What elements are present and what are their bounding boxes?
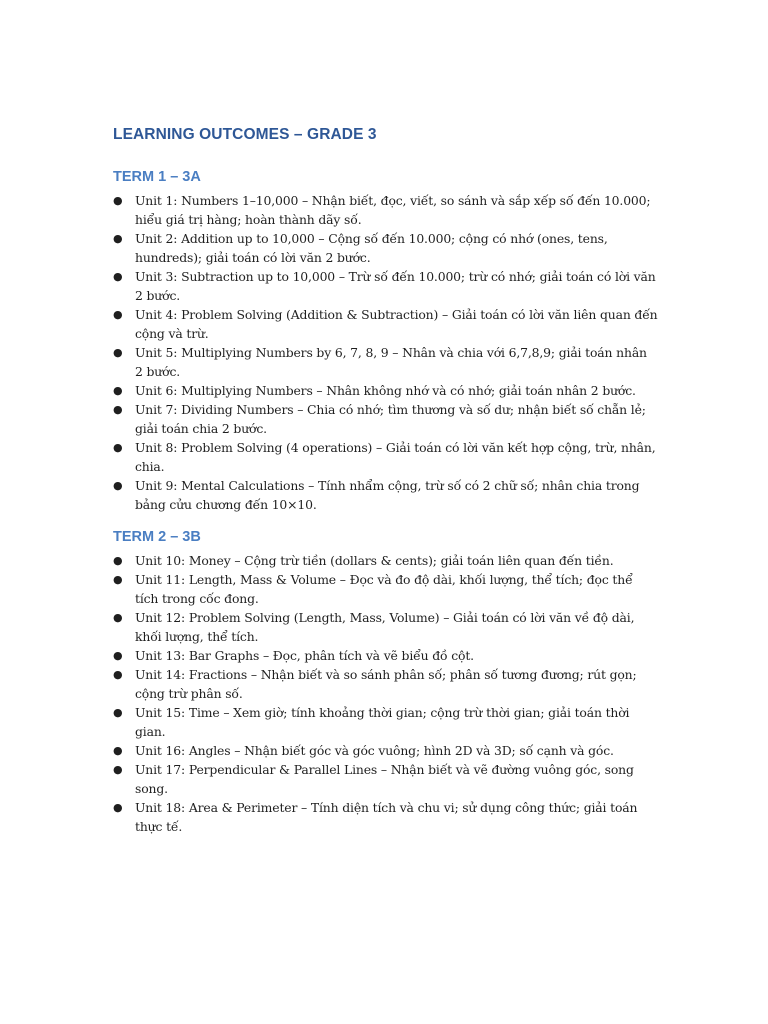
unit-text: Unit 18: Area & Perimeter – Tính diện tích và chu vi; sử dụng công thức; giải toán thực tế. — [135, 800, 638, 834]
bullet-icon: ● — [113, 403, 123, 416]
list-item — [113, 608, 658, 646]
bullet-icon: ● — [113, 384, 123, 397]
list-item — [113, 343, 658, 381]
bullet-icon: ● — [113, 270, 123, 283]
unit-text: Unit 2: Addition up to 10,000 – Cộng số đến 10.000; cộng có nhớ (ones, tens, hundreds); giải toán có lời văn 2 bước. — [135, 231, 608, 265]
bullet-icon: ● — [113, 668, 123, 681]
list-item — [113, 381, 658, 400]
list-item — [113, 646, 658, 665]
bullet-icon: ● — [113, 554, 123, 567]
list-item — [113, 798, 658, 836]
unit-text: Unit 7: Dividing Numbers – Chia có nhớ; tìm thương và số dư; nhận biết số chẵn lẻ; giải toán chia 2 bước. — [135, 402, 646, 436]
bullet-icon: ● — [113, 479, 123, 492]
term-1-section — [113, 167, 658, 514]
term-2-section — [113, 527, 658, 836]
list-item — [113, 438, 658, 476]
unit-text: Unit 5: Multiplying Numbers by 6, 7, 8, 9 – Nhân và chia với 6,7,8,9; giải toán nhân 2 bước. — [135, 345, 647, 379]
list-item — [113, 305, 658, 343]
unit-text: Unit 16: Angles – Nhận biết góc và góc vuông; hình 2D và 3D; số cạnh và góc. — [135, 743, 614, 758]
unit-text: Unit 13: Bar Graphs – Đọc, phân tích và vẽ biểu đồ cột. — [135, 648, 474, 663]
list-item — [113, 703, 658, 741]
list-item — [113, 191, 658, 229]
bullet-icon: ● — [113, 232, 123, 245]
bullet-icon: ● — [113, 744, 123, 757]
unit-text: Unit 9: Mental Calculations – Tính nhẩm cộng, trừ số có 2 chữ số; nhân chia trong bảng cửu chương đến 10×10. — [135, 478, 640, 512]
list-item — [113, 741, 658, 760]
unit-text: Unit 3: Subtraction up to 10,000 – Trừ số đến 10.000; trừ có nhớ; giải toán có lời văn 2 bước. — [135, 269, 656, 303]
unit-text: Unit 1: Numbers 1–10,000 – Nhận biết, đọc, viết, so sánh và sắp xếp số đến 10.000; hiểu giá trị hàng; hoàn thành dãy số. — [135, 193, 651, 227]
list-item — [113, 476, 658, 514]
unit-text: Unit 8: Problem Solving (4 operations) – Giải toán có lời văn kết hợp cộng, trừ, nhân, chia. — [135, 440, 656, 474]
bullet-icon: ● — [113, 801, 123, 814]
unit-text: Unit 6: Multiplying Numbers – Nhân không nhớ và có nhớ; giải toán nhân 2 bước. — [135, 383, 636, 398]
bullet-icon: ● — [113, 308, 123, 321]
unit-text: Unit 15: Time – Xem giờ; tính khoảng thời gian; cộng trừ thời gian; giải toán thời gian. — [135, 705, 630, 739]
list-item — [113, 267, 658, 305]
list-item — [113, 229, 658, 267]
unit-text: Unit 10: Money – Cộng trừ tiền (dollars & cents); giải toán liên quan đến tiền. — [135, 553, 614, 568]
list-item — [113, 665, 658, 703]
term-2-unit-list — [113, 551, 658, 836]
bullet-icon: ● — [113, 573, 123, 586]
document-content — [113, 124, 658, 849]
bullet-icon: ● — [113, 441, 123, 454]
list-item — [113, 570, 658, 608]
list-item — [113, 400, 658, 438]
list-item — [113, 760, 658, 798]
unit-text: Unit 12: Problem Solving (Length, Mass, Volume) – Giải toán có lời văn về độ dài, khối lượng, thể tích. — [135, 610, 635, 644]
bullet-icon: ● — [113, 346, 123, 359]
unit-text: Unit 17: Perpendicular & Parallel Lines – Nhận biết và vẽ đường vuông góc, song song. — [135, 762, 634, 796]
bullet-icon: ● — [113, 194, 123, 207]
term-1-unit-list — [113, 191, 658, 514]
unit-text: Unit 11: Length, Mass & Volume – Đọc và đo độ dài, khối lượng, thể tích; đọc thể tích trong cốc đong. — [135, 572, 633, 606]
term-2-heading: TERM 2 – 3B — [113, 529, 201, 545]
term-1-heading: TERM 1 – 3A — [113, 169, 201, 185]
list-item — [113, 551, 658, 570]
bullet-icon: ● — [113, 649, 123, 662]
bullet-icon: ● — [113, 763, 123, 776]
bullet-icon: ● — [113, 611, 123, 624]
unit-text: Unit 14: Fractions – Nhận biết và so sánh phân số; phân số tương đương; rút gọn; cộng trừ phân số. — [135, 667, 637, 701]
bullet-icon: ● — [113, 706, 123, 719]
document-title: LEARNING OUTCOMES – GRADE 3 — [113, 126, 377, 143]
unit-text: Unit 4: Problem Solving (Addition & Subtraction) – Giải toán có lời văn liên quan đến cộng và trừ. — [135, 307, 658, 341]
